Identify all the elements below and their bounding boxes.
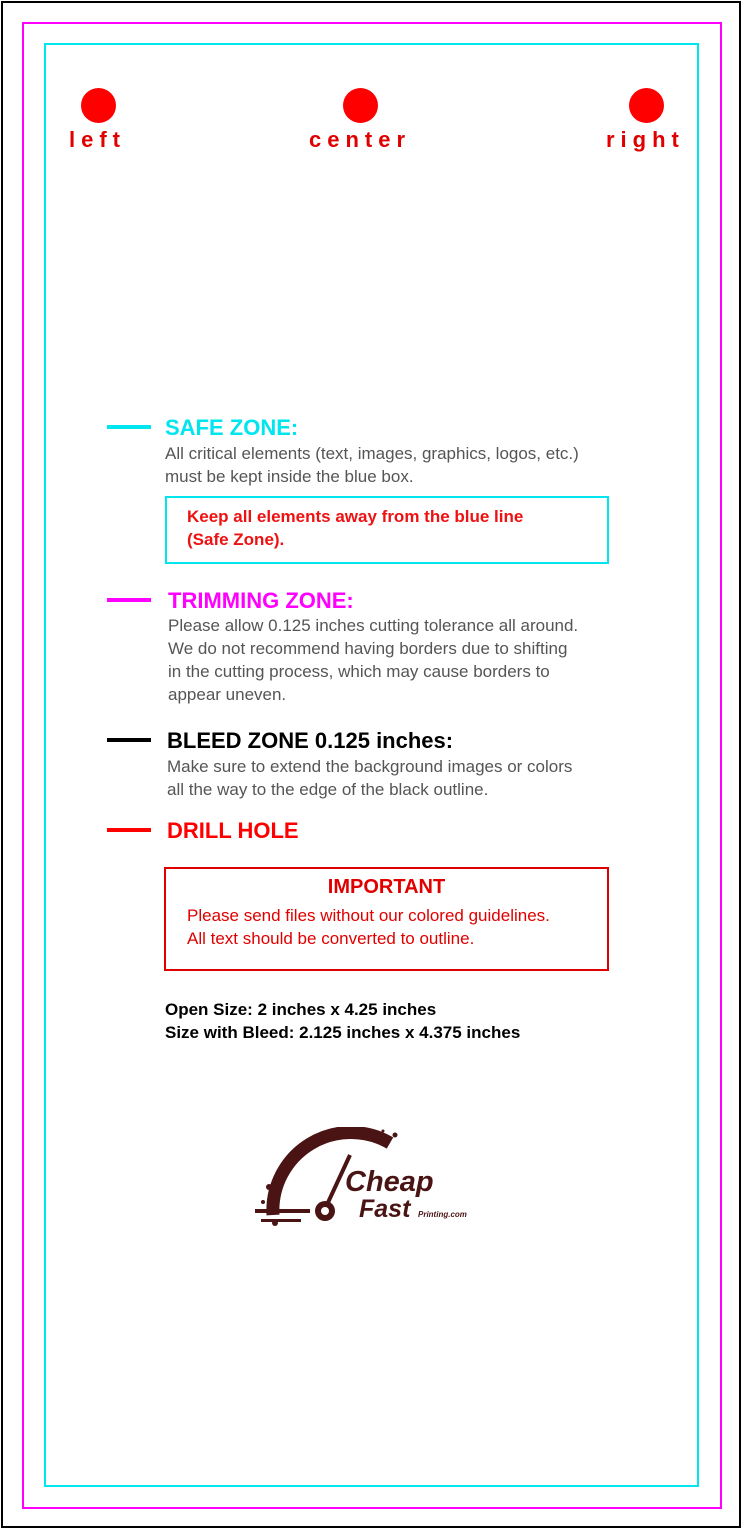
logo-word-fast: Fast — [359, 1195, 411, 1223]
logo-word-printing: Printing.com — [418, 1210, 467, 1219]
logo-splatter — [393, 1133, 398, 1138]
logo-speed-line — [261, 1219, 301, 1222]
bleed-size: Size with Bleed: 2.125 inches x 4.375 inches — [165, 1023, 521, 1042]
hole-label-right: right — [606, 127, 685, 152]
bleed-zone-desc-1: Make sure to extend the background images or colors — [167, 757, 573, 776]
logo-needle-hub-center — [321, 1207, 329, 1215]
trimming-zone-desc-3: in the cutting process, which may cause borders to — [168, 662, 550, 681]
drill-hole-title: DRILL HOLE — [167, 818, 299, 843]
bleed-zone-swatch — [107, 738, 151, 742]
important-title: IMPORTANT — [327, 876, 446, 898]
drill-hole-swatch — [107, 828, 151, 832]
safe-zone-title: SAFE ZONE: — [165, 415, 299, 440]
logo-word-cheap: Cheap — [345, 1166, 434, 1198]
trimming-zone-desc-4: appear uneven. — [168, 685, 287, 704]
safe-zone-note-line-2: (Safe Zone). — [187, 530, 285, 549]
important-line-2: All text should be converted to outline. — [187, 929, 475, 948]
drill-hole-right — [629, 88, 664, 123]
important-line-1: Please send files without our colored guidelines. — [187, 906, 550, 925]
open-size: Open Size: 2 inches x 4.25 inches — [165, 1000, 437, 1019]
trimming-zone-swatch — [107, 598, 151, 602]
important-box — [164, 867, 609, 971]
bleed-zone-title: BLEED ZONE 0.125 inches: — [167, 728, 454, 753]
safe-zone-note — [187, 505, 523, 551]
trimming-zone-title: TRIMMING ZONE: — [168, 588, 354, 613]
cheap-fast-printing-logo — [255, 1127, 495, 1232]
bleed-zone-desc-2: all the way to the edge of the black outline. — [167, 780, 489, 799]
logo-splatter — [266, 1184, 272, 1190]
safe-zone-note-box — [165, 496, 609, 564]
logo-splatter — [261, 1200, 265, 1204]
logo-speed-line — [255, 1209, 310, 1213]
hole-label-center: center — [309, 127, 412, 152]
safe-zone-swatch — [107, 425, 151, 429]
trimming-zone-desc-1: Please allow 0.125 inches cutting tolerance all around. — [168, 616, 579, 635]
logo-splatter — [382, 1130, 385, 1133]
logo-graphic — [255, 1127, 495, 1232]
hole-label-left: left — [69, 127, 126, 152]
trimming-zone-desc-2: We do not recommend having borders due to shifting — [168, 639, 568, 658]
safe-zone-desc-1: All critical elements (text, images, graphics, logos, etc.) — [165, 444, 579, 463]
drill-hole-left — [81, 88, 116, 123]
drill-hole-center — [343, 88, 378, 123]
safe-zone-note-line-1: Keep all elements away from the blue line — [187, 507, 524, 526]
safe-zone-desc-2: must be kept inside the blue box. — [165, 467, 414, 486]
